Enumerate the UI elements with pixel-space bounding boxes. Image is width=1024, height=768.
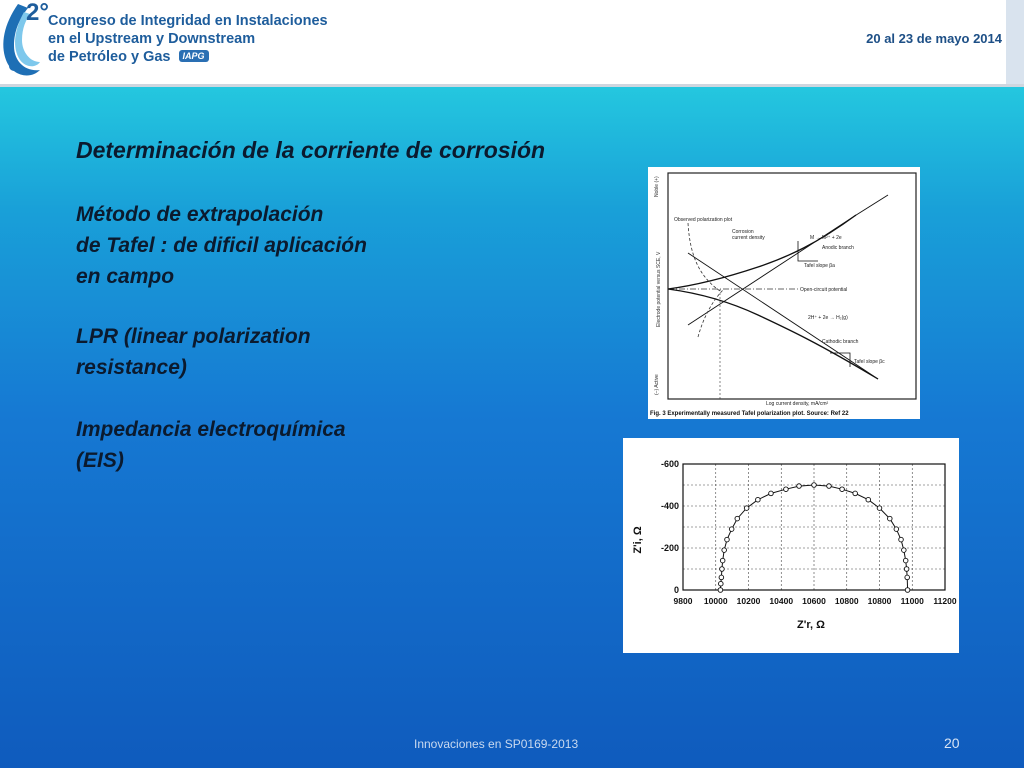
eis-data-point xyxy=(719,581,724,586)
label-anodic-branch: Anodic branch xyxy=(822,245,854,251)
eis-data-point xyxy=(812,483,817,488)
eis-data-point xyxy=(899,537,904,542)
eis-x-tick-label: 10600 xyxy=(802,596,826,606)
tafel-y-bottom: (–) Active xyxy=(654,374,660,395)
bullet-line: LPR (linear polarization xyxy=(76,325,311,348)
eis-x-tick-label: 10800 xyxy=(834,596,859,606)
logo-number: 2° xyxy=(26,0,49,26)
observed-line-upper xyxy=(688,223,720,291)
eis-data-point xyxy=(877,506,882,511)
eis-y-ticks xyxy=(661,459,679,595)
eis-data-point xyxy=(894,527,899,532)
eis-y-label: Z'i, Ω xyxy=(632,526,644,554)
eis-data-point xyxy=(769,491,774,496)
eis-data-point xyxy=(905,588,910,593)
eis-x-tick-label: 9800 xyxy=(673,596,693,606)
eis-y-tick-label: -400 xyxy=(660,501,679,511)
eis-data-point xyxy=(902,548,907,553)
logo-line-3 xyxy=(48,48,328,66)
label-tafel-a: Tafel slope βa xyxy=(804,263,835,269)
eis-data-point xyxy=(904,567,909,572)
cathodic-tafel-line xyxy=(688,253,878,379)
label-observed: Observed polarization plot xyxy=(674,217,733,223)
eis-data-point xyxy=(735,516,740,521)
eis-data-point xyxy=(797,484,802,489)
label-anodic-reaction: M → M²⁺ + 2e xyxy=(810,235,842,241)
anodic-tafel-line xyxy=(688,217,853,325)
bullet-lpr xyxy=(76,321,311,383)
logo-line-1: Congreso de Integridad en Instalaciones xyxy=(48,13,328,29)
eis-x-tick-label: 10000 xyxy=(703,596,728,606)
label-cathodic-branch: Cathodic branch xyxy=(822,339,859,345)
tafel-x-label: Log current density, mA/cm² xyxy=(766,401,829,407)
header-band xyxy=(0,0,1024,86)
label-corrosion-2: current density xyxy=(732,235,765,241)
logo-line-2: en el Upstream y Downstream xyxy=(48,31,256,47)
eis-y-tick-label: -200 xyxy=(660,543,679,553)
tafel-frame xyxy=(668,173,916,399)
eis-x-tick-label: 10200 xyxy=(736,596,761,606)
event-date: 20 al 23 de mayo 2014 xyxy=(866,31,1002,46)
footer-text: Innovaciones en SP0169-2013 xyxy=(414,737,579,751)
bullet-tafel xyxy=(76,199,367,292)
eis-x-tick-label: 11000 xyxy=(900,596,924,606)
logo-line-3-text: de Petróleo y Gas xyxy=(48,49,171,65)
bullet-line: Método de extrapolación xyxy=(76,203,324,226)
eis-data-point xyxy=(840,487,845,492)
tafel-y-top: Noble (+) xyxy=(654,176,660,197)
bullet-eis xyxy=(76,414,346,476)
anodic-curve xyxy=(668,215,856,289)
eis-data-point xyxy=(719,575,724,580)
slide-title: Determinación de la corriente de corrosión xyxy=(76,137,546,163)
eis-data-point xyxy=(853,491,858,496)
eis-data-point xyxy=(720,558,725,563)
eis-data-point xyxy=(744,506,749,511)
tafel-y-label: Electrode potential versus SCE, V xyxy=(656,251,662,327)
page-number: 20 xyxy=(944,735,960,751)
eis-data-point xyxy=(722,548,727,553)
eis-data-point xyxy=(866,497,871,502)
eis-data-point xyxy=(887,516,892,521)
eis-x-ticks xyxy=(674,596,957,606)
label-corrosion-1: Corrosion xyxy=(732,229,754,235)
eis-data-point xyxy=(827,484,832,489)
eis-data-point xyxy=(903,558,908,563)
bullet-line: de Tafel : de dificil aplicación xyxy=(76,234,367,257)
bullet-line: Impedancia electroquímica xyxy=(76,418,346,441)
iapg-badge: IAPG xyxy=(179,50,209,62)
eis-data-point xyxy=(725,537,730,542)
tafel-plot xyxy=(648,167,920,419)
logo-title xyxy=(26,0,328,66)
bullet-line: en campo xyxy=(76,265,175,288)
eis-x-label: Z'r, Ω xyxy=(797,619,825,631)
cathodic-curve xyxy=(668,289,878,379)
eis-data-point xyxy=(718,588,723,593)
eis-data-point xyxy=(729,527,734,532)
eis-figure xyxy=(623,438,959,653)
tafel-caption: Fig. 3 Experimentally measured Tafel polarization plot. Source: Ref 22 xyxy=(650,411,849,417)
eis-data-point xyxy=(720,567,725,572)
label-open-circuit: Open-circuit potential xyxy=(800,287,848,293)
eis-x-tick-label: 10800 xyxy=(867,596,892,606)
tafel-figure xyxy=(648,167,920,419)
eis-data-point xyxy=(905,575,910,580)
bullet-line: (EIS) xyxy=(76,449,124,472)
eis-x-tick-label: 10400 xyxy=(769,596,794,606)
header-right-strip xyxy=(1006,0,1024,86)
eis-chart xyxy=(623,438,959,653)
bullet-line: resistance) xyxy=(76,356,187,379)
label-tafel-c: Tafel slope βc xyxy=(854,359,885,365)
eis-x-tick-label: 11200 xyxy=(933,596,957,606)
eis-y-tick-label: -600 xyxy=(660,459,679,469)
tafel-step-cathodic xyxy=(830,353,850,367)
eis-data-point xyxy=(784,487,789,492)
eis-y-tick-label: 0 xyxy=(673,585,679,595)
label-cathodic-reaction: 2H⁺ + 2e → H₂(g) xyxy=(808,315,848,321)
eis-data-point xyxy=(756,497,761,502)
